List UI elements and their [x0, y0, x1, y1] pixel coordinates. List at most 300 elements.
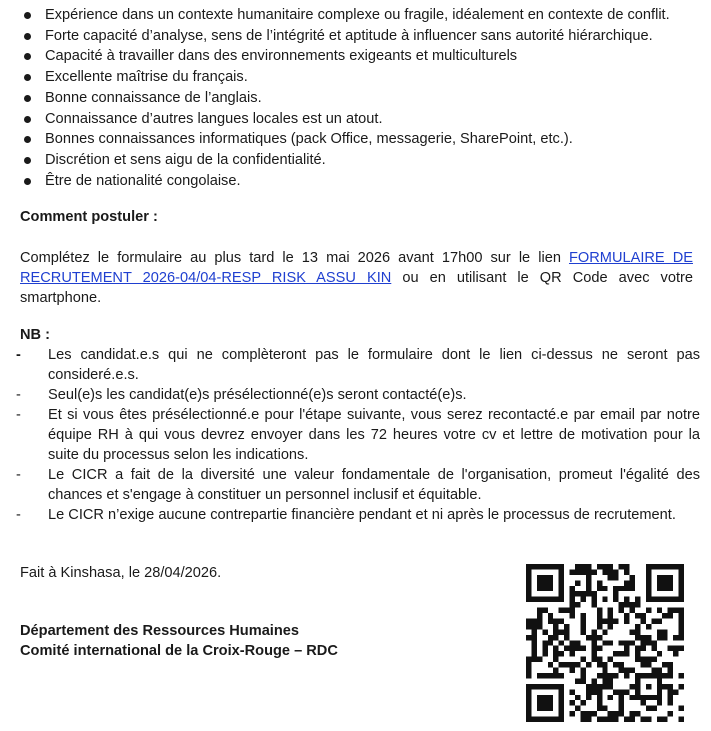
qr-module	[553, 684, 558, 689]
qr-module	[553, 564, 558, 569]
qr-module	[559, 608, 564, 613]
qr-module	[613, 586, 618, 591]
qr-module	[591, 597, 596, 602]
qr-module	[570, 662, 575, 667]
recruitment-form-link-continued[interactable]: RECRUTEMENT 2026-04/04-RESP RISK ASSU KIN	[20, 270, 392, 286]
qr-module	[580, 569, 585, 574]
qr-module	[602, 717, 607, 722]
qr-module	[640, 717, 645, 722]
qr-module	[635, 597, 640, 602]
qr-module	[662, 662, 667, 667]
list-item: - Les candidat.e.s qui ne complèteront pas le formulaire dont le lien ci-dessus ne seront pas consideré.e.s.	[16, 347, 700, 383]
qr-module	[526, 717, 531, 722]
qr-module	[575, 646, 580, 651]
qr-module	[580, 629, 585, 634]
qr-module	[679, 591, 684, 596]
qr-module	[531, 597, 536, 602]
qr-module	[608, 684, 613, 689]
qr-module	[548, 635, 553, 640]
qr-module	[526, 624, 531, 629]
qr-module	[668, 684, 673, 689]
qr-module	[679, 684, 684, 689]
qr-module	[526, 618, 531, 623]
qr-module	[580, 597, 585, 602]
qr-module	[657, 678, 662, 683]
qr-module	[553, 657, 558, 662]
qr-module	[597, 580, 602, 585]
qr-module	[564, 629, 569, 634]
qr-module	[613, 569, 618, 574]
qr-module	[597, 586, 602, 591]
qr-module	[679, 635, 684, 640]
qr-module	[537, 613, 542, 618]
qr-module	[673, 597, 678, 602]
qr-module	[630, 580, 635, 585]
qr-module	[575, 569, 580, 574]
qr-module	[580, 613, 585, 618]
qr-module	[597, 700, 602, 705]
qr-module	[542, 608, 547, 613]
qr-module	[668, 711, 673, 716]
qr-module	[526, 700, 531, 705]
qr-module	[526, 635, 531, 640]
qr-module	[608, 711, 613, 716]
qr-module	[651, 695, 656, 700]
qr-module	[548, 640, 553, 645]
qr-module	[608, 717, 613, 722]
qr-module	[548, 662, 553, 667]
nb-list	[0, 345, 700, 525]
qr-module	[597, 608, 602, 613]
qr-module	[575, 591, 580, 596]
qr-module	[602, 640, 607, 645]
qr-module	[646, 662, 651, 667]
qr-module	[559, 640, 564, 645]
qr-module	[657, 586, 662, 591]
qr-module	[608, 624, 613, 629]
qr-module	[575, 662, 580, 667]
qr-module	[624, 613, 629, 618]
qr-module	[668, 613, 673, 618]
qr-module	[679, 629, 684, 634]
qr-module	[526, 580, 531, 585]
qr-module	[597, 662, 602, 667]
qr-module	[542, 597, 547, 602]
qr-module	[651, 640, 656, 645]
qr-module	[608, 575, 613, 580]
qr-module	[630, 695, 635, 700]
qr-module	[537, 706, 542, 711]
qr-module	[619, 668, 624, 673]
qr-module	[526, 695, 531, 700]
qr-module	[597, 689, 602, 694]
qr-module	[646, 586, 651, 591]
qr-module	[548, 684, 553, 689]
qr-module	[553, 597, 558, 602]
qr-module	[646, 684, 651, 689]
qr-module	[591, 657, 596, 662]
dash-marker: -	[16, 467, 21, 483]
qr-module	[608, 564, 613, 569]
qr-module	[651, 668, 656, 673]
qr-module	[668, 700, 673, 705]
qr-module	[526, 586, 531, 591]
qr-module	[559, 706, 564, 711]
qr-module	[542, 700, 547, 705]
qr-module	[537, 580, 542, 585]
qr-module	[548, 695, 553, 700]
qr-module	[586, 684, 591, 689]
qr-module	[619, 586, 624, 591]
bullet-icon	[24, 53, 31, 60]
requirements-list	[22, 5, 702, 191]
qr-module	[591, 689, 596, 694]
qr-module	[646, 597, 651, 602]
qr-module	[548, 673, 553, 678]
qr-module	[580, 618, 585, 623]
qr-module	[580, 657, 585, 662]
bullet-icon	[24, 74, 31, 81]
qr-module	[679, 618, 684, 623]
qr-module	[679, 608, 684, 613]
qr-module	[531, 629, 536, 634]
qr-module	[542, 651, 547, 656]
qr-module	[537, 624, 542, 629]
qr-module	[657, 700, 662, 705]
qr-module	[657, 689, 662, 694]
qr-module	[630, 717, 635, 722]
qr-module	[640, 618, 645, 623]
qr-module	[624, 673, 629, 678]
list-item: - Le CICR n’exige aucune contrepartie financière pendant et ni après le processus de recrutement.	[16, 507, 676, 523]
list-item: Bonnes connaissances informatiques (pack Office, messagerie, SharePoint, etc.).	[22, 129, 702, 150]
qr-module	[564, 646, 569, 651]
qr-module	[597, 613, 602, 618]
qr-module	[613, 662, 618, 667]
qr-module	[635, 602, 640, 607]
qr-module	[575, 640, 580, 645]
qr-module	[542, 564, 547, 569]
qr-module	[559, 597, 564, 602]
qr-module	[657, 673, 662, 678]
qr-module	[531, 684, 536, 689]
list-item: Discrétion et sens aigu de la confidentialité.	[22, 150, 702, 171]
qr-module	[624, 651, 629, 656]
qr-module	[619, 651, 624, 656]
qr-module	[597, 673, 602, 678]
qr-module	[624, 597, 629, 602]
qr-module	[591, 635, 596, 640]
qr-module	[586, 695, 591, 700]
qr-module	[526, 668, 531, 673]
qr-module	[570, 640, 575, 645]
qr-module	[537, 608, 542, 613]
bullet-icon	[24, 178, 31, 185]
qr-module	[668, 646, 673, 651]
qr-module	[635, 624, 640, 629]
qr-module	[586, 591, 591, 596]
qr-module	[542, 706, 547, 711]
qr-module	[526, 673, 531, 678]
qr-module	[553, 651, 558, 656]
qr-module	[630, 608, 635, 613]
qr-module	[679, 564, 684, 569]
qr-module	[542, 580, 547, 585]
qr-module	[679, 586, 684, 591]
qr-module	[553, 629, 558, 634]
bullet-icon	[24, 136, 31, 143]
organization-name: Comité international de la Croix-Rouge – RDC	[20, 643, 338, 659]
qr-module	[679, 613, 684, 618]
dash-marker: -	[16, 347, 21, 363]
qr-module	[662, 586, 667, 591]
qr-module	[613, 651, 618, 656]
qr-module	[586, 569, 591, 574]
apply-paragraph	[20, 248, 693, 308]
qr-module	[673, 646, 678, 651]
qr-module	[679, 569, 684, 574]
qr-module	[586, 635, 591, 640]
qr-module	[537, 700, 542, 705]
qr-module	[613, 689, 618, 694]
qr-module	[526, 657, 531, 662]
qr-module	[526, 684, 531, 689]
qr-module	[526, 591, 531, 596]
qr-module	[597, 564, 602, 569]
qr-module	[575, 564, 580, 569]
qr-module	[608, 613, 613, 618]
qr-module	[597, 646, 602, 651]
qr-module	[531, 618, 536, 623]
qr-module	[597, 706, 602, 711]
qr-module	[542, 684, 547, 689]
qr-module	[586, 711, 591, 716]
qr-module	[597, 635, 602, 640]
qr-module	[651, 673, 656, 678]
qr-module	[570, 613, 575, 618]
qr-module	[640, 640, 645, 645]
qr-module	[531, 624, 536, 629]
qr-module	[657, 651, 662, 656]
qr-module	[640, 695, 645, 700]
qr-module	[668, 597, 673, 602]
qr-module	[624, 689, 629, 694]
qr-module	[531, 635, 536, 640]
qr-module	[619, 689, 624, 694]
qr-module	[570, 689, 575, 694]
qr-module	[586, 717, 591, 722]
qr-module	[640, 673, 645, 678]
qr-module	[651, 597, 656, 602]
qr-module	[580, 564, 585, 569]
qr-module	[575, 580, 580, 585]
qr-module	[635, 613, 640, 618]
qr-module	[597, 695, 602, 700]
qr-module	[651, 657, 656, 662]
qr-module	[570, 711, 575, 716]
qr-module	[657, 575, 662, 580]
qr-module	[646, 580, 651, 585]
qr-code-icon[interactable]	[526, 564, 684, 722]
qr-module	[564, 635, 569, 640]
qr-module	[531, 651, 536, 656]
qr-module	[602, 569, 607, 574]
qr-module	[673, 635, 678, 640]
qr-module	[679, 580, 684, 585]
dash-marker: -	[16, 507, 21, 523]
qr-module	[548, 717, 553, 722]
qr-module	[575, 602, 580, 607]
qr-module	[586, 575, 591, 580]
qr-module	[635, 689, 640, 694]
qr-module	[526, 575, 531, 580]
qr-module	[668, 608, 673, 613]
apply-line-3: smartphone.	[20, 290, 102, 306]
qr-module	[613, 673, 618, 678]
qr-module	[657, 597, 662, 602]
qr-module	[608, 608, 613, 613]
qr-module	[635, 646, 640, 651]
qr-module	[597, 657, 602, 662]
qr-module	[531, 564, 536, 569]
qr-module	[630, 575, 635, 580]
qr-module	[531, 646, 536, 651]
qr-module	[668, 668, 673, 673]
qr-module	[662, 613, 667, 618]
qr-module	[630, 640, 635, 645]
qr-module	[635, 673, 640, 678]
qr-module	[635, 678, 640, 683]
qr-module	[542, 717, 547, 722]
qr-module	[559, 569, 564, 574]
list-item: Bonne connaissance de l’anglais.	[22, 88, 702, 109]
qr-module	[548, 586, 553, 591]
qr-module	[602, 564, 607, 569]
qr-module	[542, 695, 547, 700]
qr-module	[619, 711, 624, 716]
qr-module	[651, 564, 656, 569]
qr-module	[646, 706, 651, 711]
qr-module	[602, 618, 607, 623]
qr-module	[537, 717, 542, 722]
qr-module	[580, 646, 585, 651]
recruitment-form-link[interactable]: FORMULAIRE DE	[568, 250, 693, 266]
qr-module	[602, 662, 607, 667]
qr-module	[619, 695, 624, 700]
qr-module	[630, 668, 635, 673]
qr-module	[531, 717, 536, 722]
qr-module	[657, 564, 662, 569]
qr-module	[559, 695, 564, 700]
qr-module	[657, 608, 662, 613]
qr-module	[580, 700, 585, 705]
qr-module	[559, 689, 564, 694]
list-item: Excellente maîtrise du français.	[22, 67, 702, 88]
qr-module	[570, 651, 575, 656]
list-item: Connaissance d’autres langues locales est un atout.	[22, 109, 702, 130]
signature-block	[20, 621, 338, 661]
qr-module	[570, 569, 575, 574]
qr-module	[580, 591, 585, 596]
qr-module	[586, 689, 591, 694]
qr-module	[559, 711, 564, 716]
qr-module	[548, 575, 553, 580]
qr-module	[548, 613, 553, 618]
qr-module	[537, 618, 542, 623]
qr-module	[613, 575, 618, 580]
qr-module	[630, 629, 635, 634]
qr-module	[553, 673, 558, 678]
qr-module	[613, 618, 618, 623]
qr-module	[597, 624, 602, 629]
qr-module	[613, 717, 618, 722]
qr-module	[679, 646, 684, 651]
qr-module	[559, 700, 564, 705]
qr-module	[646, 695, 651, 700]
qr-module	[608, 657, 613, 662]
qr-module	[646, 640, 651, 645]
qr-module	[570, 668, 575, 673]
qr-module	[564, 624, 569, 629]
bullet-icon	[24, 33, 31, 40]
qr-module	[559, 586, 564, 591]
qr-module	[553, 635, 558, 640]
qr-module	[657, 668, 662, 673]
qr-module	[646, 608, 651, 613]
qr-module	[640, 662, 645, 667]
qr-module	[537, 673, 542, 678]
qr-module	[591, 678, 596, 683]
nb-heading: NB :	[20, 327, 50, 343]
qr-module	[537, 586, 542, 591]
qr-module	[646, 624, 651, 629]
qr-module	[531, 657, 536, 662]
qr-module	[640, 657, 645, 662]
qr-module	[651, 646, 656, 651]
qr-module	[619, 564, 624, 569]
qr-module	[570, 608, 575, 613]
qr-module	[619, 662, 624, 667]
qr-module	[668, 580, 673, 585]
qr-module	[657, 580, 662, 585]
list-item: Être de nationalité congolaise.	[22, 171, 702, 192]
qr-module	[624, 717, 629, 722]
qr-module	[668, 575, 673, 580]
qr-module	[679, 624, 684, 629]
qr-module	[526, 597, 531, 602]
qr-module	[548, 618, 553, 623]
qr-module	[668, 673, 673, 678]
qr-module	[624, 602, 629, 607]
qr-module	[570, 586, 575, 591]
qr-module	[602, 673, 607, 678]
qr-module	[635, 684, 640, 689]
qr-module	[662, 717, 667, 722]
qr-module	[580, 717, 585, 722]
qr-module	[570, 597, 575, 602]
qr-module	[591, 602, 596, 607]
qr-module	[646, 591, 651, 596]
qr-module	[646, 635, 651, 640]
qr-module	[602, 586, 607, 591]
qr-module	[635, 635, 640, 640]
qr-module	[548, 706, 553, 711]
qr-module	[640, 613, 645, 618]
qr-module	[630, 586, 635, 591]
qr-module	[542, 629, 547, 634]
qr-module	[591, 640, 596, 645]
qr-module	[635, 657, 640, 662]
